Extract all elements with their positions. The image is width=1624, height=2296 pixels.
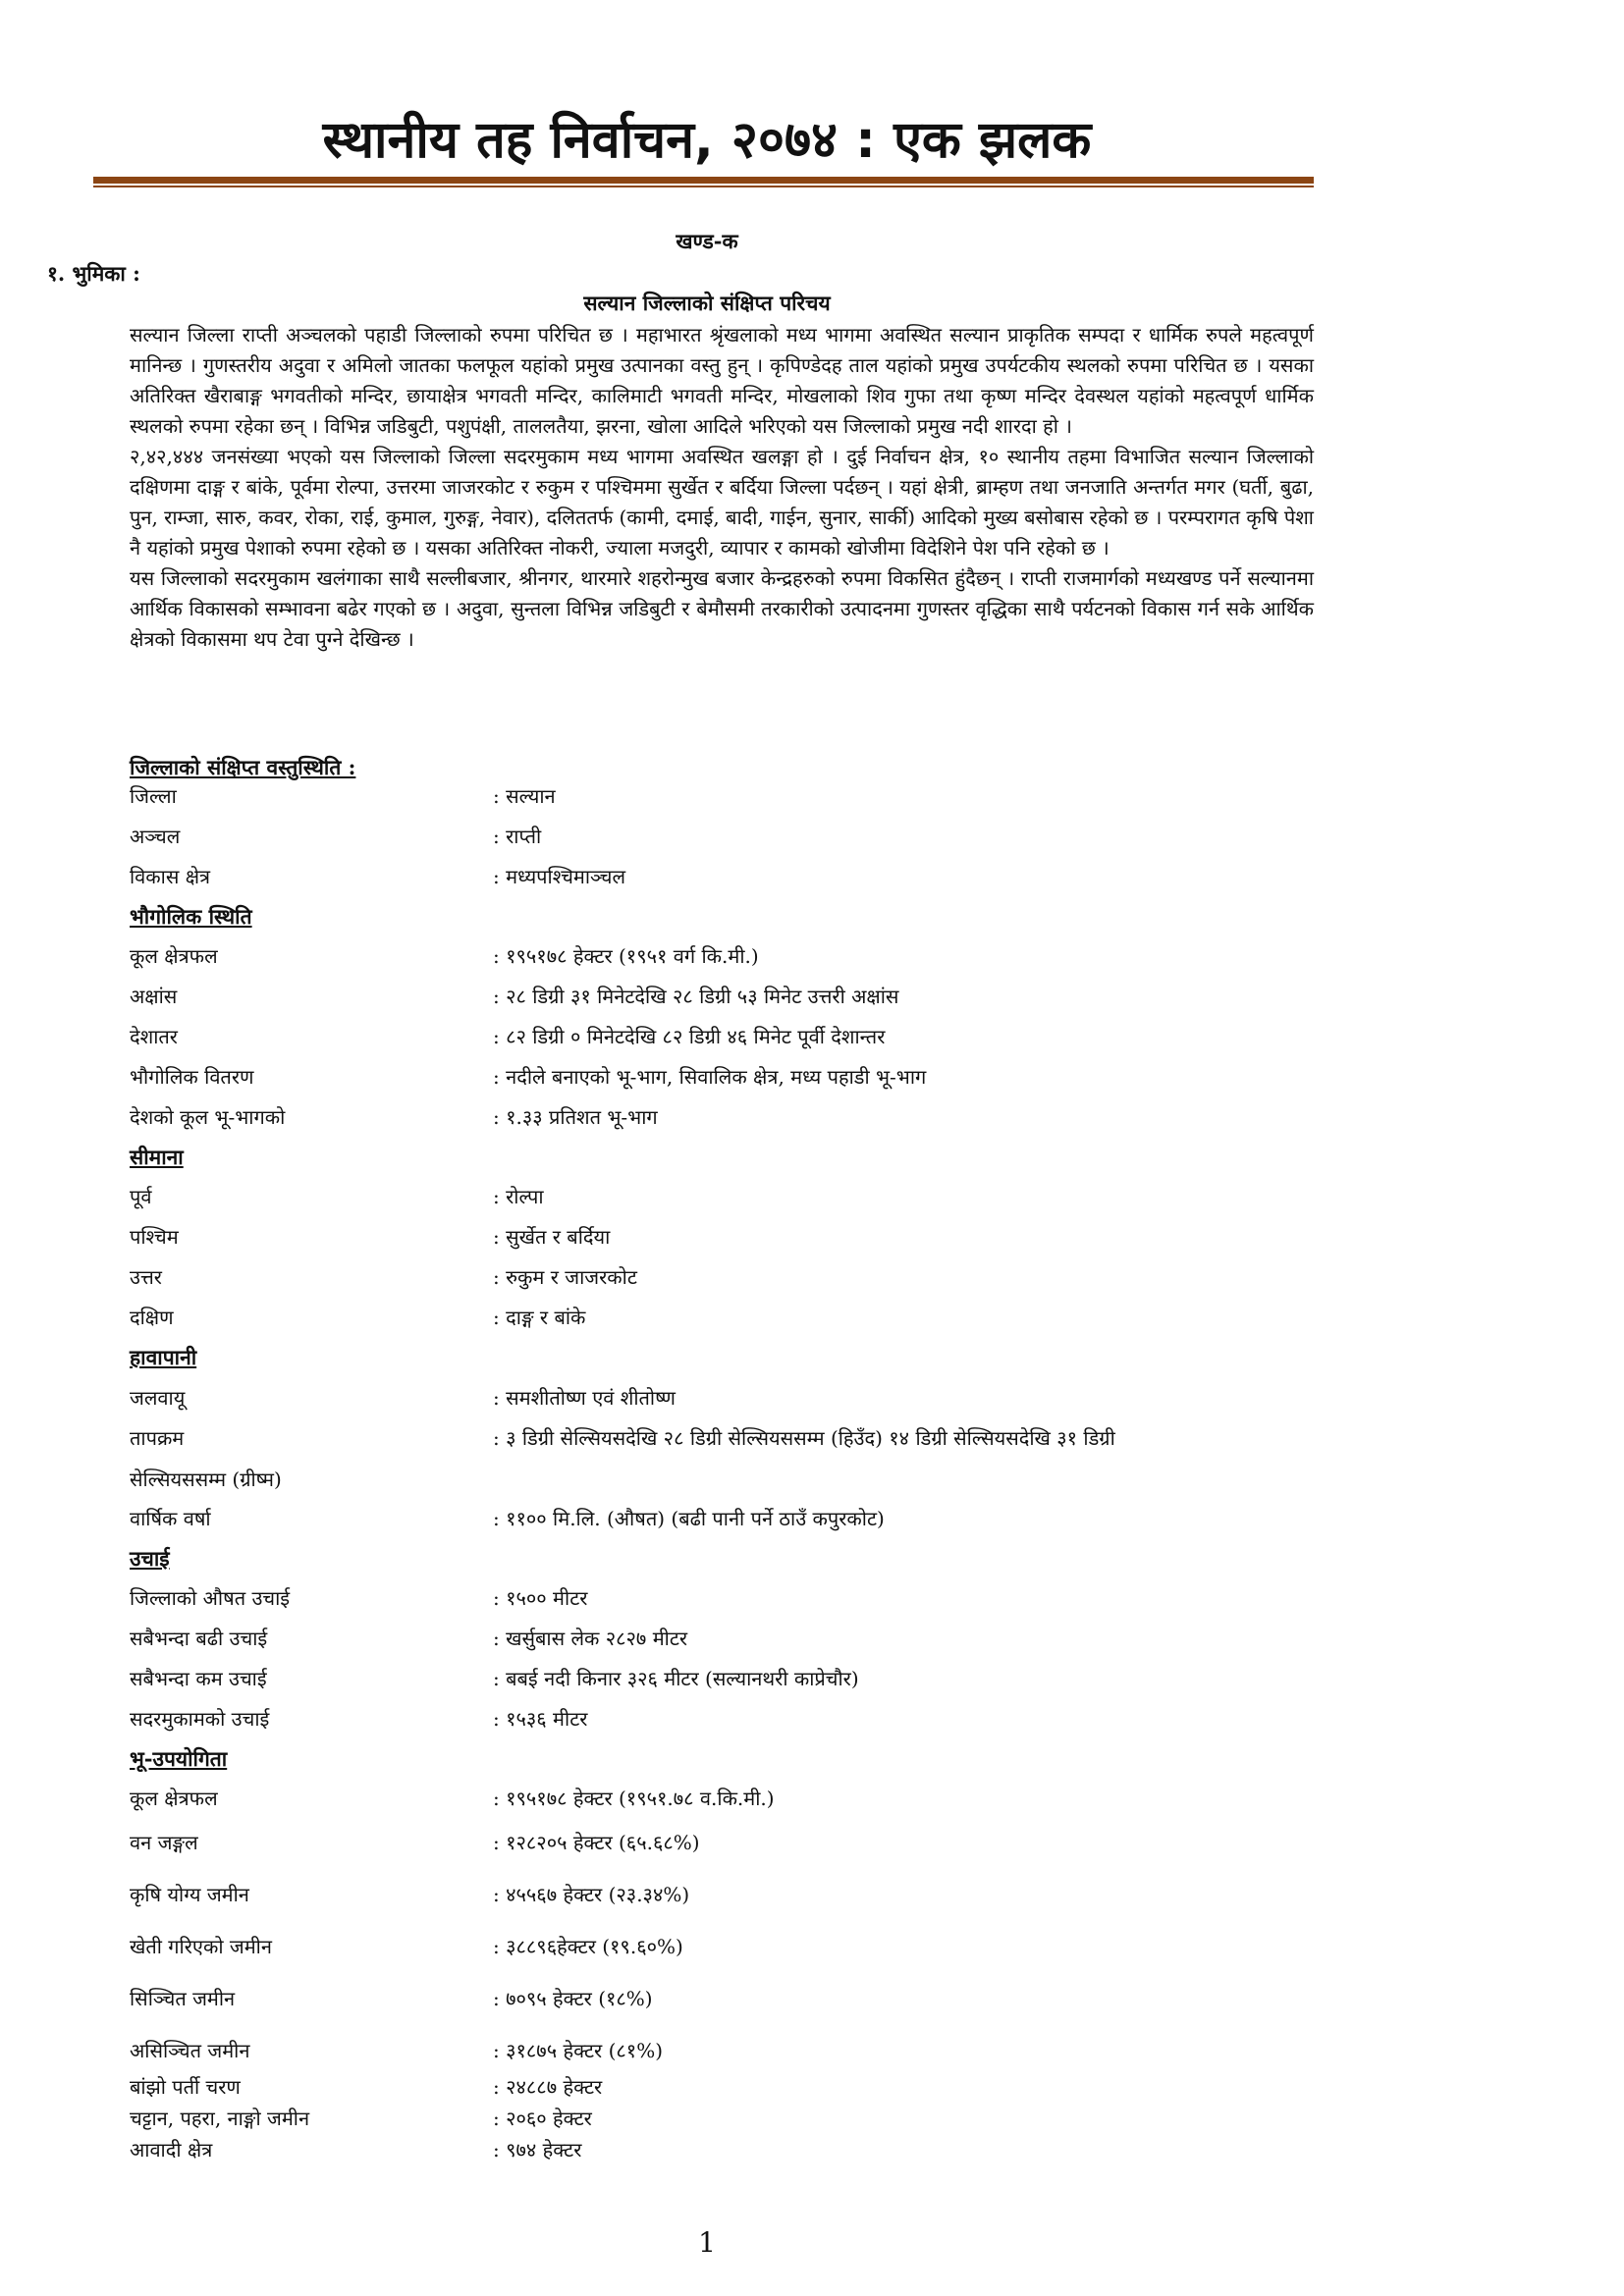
fact-value: : ११०० मि.लि. (औषत) (बढी पानी पर्ने ठाउँ कपुरकोट) [493, 1507, 885, 1530]
page-number: 1 [698, 2226, 716, 2259]
fact-label: सबैभन्दा कम उचाई [130, 1667, 267, 1690]
land-use-heading: भू-उपयोगिता [130, 1746, 228, 1771]
fact-label: वन जङ्गल [130, 1831, 198, 1854]
fact-value: : राप्ती [493, 825, 542, 848]
fact-value: : १२८२०५ हेक्टर (६५.६८%) [493, 1831, 700, 1854]
fact-label: खेती गरिएको जमीन [130, 1935, 272, 1958]
fact-label: जिल्ला [130, 784, 177, 808]
fact-value: : नदीले बनाएको भू-भाग, सिवालिक क्षेत्र, मध्य पहाडी भू-भाग [493, 1065, 927, 1089]
intro-paragraph-3: यस जिल्लाको सदरमुकाम खलंगाका साथै सल्लीबजार, श्रीनगर, थारमारे शहरोन्मुख बजार केन्द्रहरुको रुपमा विकसित हुंदैछन् । राप्ती राजमार्गको मध्यखण्ड पर्ने सल्यानमा आर्थिक विकासको सम्भावना बढेर गएको छ । अदुवा, सुन्तला विभिन्न जडिबुटी र बेमौसमी तरकारीको उत्पादनमा गुणस्तर वृद्धिका साथै पर्यटनको विकास गर्न सके आर्थिक क्षेत्रको विकासमा थप टेवा पुग्ने देखिन्छ । [130, 566, 1314, 651]
divider-thick-line [93, 177, 1314, 184]
fact-value: : दाङ्ग र बांके [493, 1306, 586, 1329]
intro-paragraph-2: २,४२,४४४ जनसंख्या भएको यस जिल्लाको जिल्ला सदरमुकाम मध्य भागमा अवस्थित खलङ्गा हो । दुई निर्वाचन क्षेत्र, १० स्थानीय तहमा विभाजित सल्यान जिल्लाको दक्षिणमा दाङ्ग र बांके, पूर्वमा रोल्पा, उत्तरमा जाजरकोट र रुकुम र पश्चिममा सुर्खेत र बर्दिया जिल्ला पर्दछन् । यहां क्षेत्री, ब्राम्हण तथा जनजाति अन्तर्गत मगर (घर्ती, बुढा, पुन, राम्जा, सारु, कवर, रोका, राई, कुमाल, गुरुङ्ग, नेवार), दलिततर्फ (कामी, दमाई, बादी, गाईन, सुनार, सार्की) आदिको मुख्य बसोबास रहेको छ । परम्परागत कृषि पेशा नै यहांको प्रमुख पेशाको रुपमा रहेको छ । यसका अतिरिक्त नोकरी, ज्याला मजदुरी, व्यापार र कामको खोजीमा विदेशिने पेश पनि रहेको छ । [130, 445, 1314, 560]
divider-thin-line [93, 186, 1314, 187]
fact-value: : रुकुम र जाजरकोट [493, 1265, 637, 1289]
fact-label: कूल क्षेत्रफल [130, 1787, 218, 1810]
document-title: स्थानीय तह निर्वाचन, २०७४ : एक झलक [322, 111, 1092, 170]
fact-value: : रोल्पा [493, 1185, 544, 1208]
fact-label: जिल्लाको औषत उचाई [130, 1586, 291, 1610]
fact-value: : बबई नदी किनार ३२६ मीटर (सल्यानथरी काप्रेचौर) [493, 1667, 859, 1690]
fact-value: : ४५५६७ हेक्टर (२३.३४%) [493, 1883, 690, 1906]
fact-value: : ३ डिग्री सेल्सियसदेखि २८ डिग्री सेल्सियससम्म (हिउँद) १४ डिग्री सेल्सियसदेखि ३१ डिग्री [493, 1426, 1115, 1450]
fact-value: : समशीतोष्ण एवं शीतोष्ण [493, 1386, 676, 1410]
fact-value: : २८ डिग्री ३१ मिनेटदेखि २८ डिग्री ५३ मिनेट उत्तरी अक्षांस [493, 985, 899, 1008]
fact-value: : ३८८९६हेक्टर (१९.६०%) [493, 1935, 683, 1958]
fact-label: अक्षांस [130, 985, 178, 1008]
fact-label: कृषि योग्य जमीन [130, 1883, 249, 1906]
fact-label: सिञ्चित जमीन [130, 1987, 236, 2010]
fact-label: असिञ्चित जमीन [130, 2039, 250, 2062]
fact-label: पश्चिम [130, 1225, 179, 1249]
fact-value: : ८२ डिग्री ० मिनेटदेखि ८२ डिग्री ४६ मिनेट पूर्वी देशान्तर [493, 1025, 886, 1048]
fact-value: : खर्सुबास लेक २८२७ मीटर [493, 1627, 688, 1650]
fact-value: : १९५१७८ हेक्टर (१९५१.७८ व.कि.मी.) [493, 1787, 775, 1810]
geography-heading: भौगोलिक स्थिति [130, 904, 252, 929]
borders-heading: सीमाना [130, 1145, 184, 1169]
fact-label: सदरमुकामको उचाई [130, 1707, 270, 1731]
fact-value: : ९७४ हेक्टर [493, 2138, 582, 2162]
fact-label: भौगोलिक वितरण [130, 1065, 254, 1089]
fact-value: : सल्यान [493, 784, 556, 808]
fact-label: पूर्व [130, 1185, 152, 1208]
fact-value: : १९५१७८ हेक्टर (१९५१ वर्ग कि.मी.) [493, 944, 759, 968]
title-divider [93, 177, 1314, 188]
fact-label: चट्टान, पहरा, नाङ्गो जमीन [130, 2107, 310, 2130]
fact-label: कूल क्षेत्रफल [130, 944, 218, 968]
fact-label: सबैभन्दा बढी उचाई [130, 1627, 268, 1650]
fact-label: देशको कूल भू-भागको [130, 1105, 286, 1129]
fact-label: उत्तर [130, 1265, 162, 1289]
fact-label: वार्षिक वर्षा [130, 1507, 211, 1530]
intro-subtitle: सल्यान जिल्लाको संक्षिप्त परिचय [583, 291, 831, 315]
fact-value: : १५०० मीटर [493, 1586, 588, 1610]
fact-label: जलवायू [130, 1386, 186, 1410]
fact-value: : २०६० हेक्टर [493, 2107, 592, 2130]
intro-paragraph-1: सल्यान जिल्ला राप्ती अञ्चलको पहाडी जिल्लाको रुपमा परिचित छ । महाभारत श्रृंखलाको मध्य भागमा अवस्थित सल्यान प्राकृतिक सम्पदा र धार्मिक रुपले महत्वपूर्ण मानिन्छ । गुणस्तरीय अदुवा र अमिलो जातका फलफूल यहांको प्रमुख उत्पानका वस्तु हुन् । कृपिण्डेदह ताल यहांको प्रमुख उपर्यटकीय स्थलको रुपमा परिचित छ । यसका अतिरिक्त खैराबाङ्ग भगवतीको मन्दिर, छायाक्षेत्र भगवती मन्दिर, कालिमाटी भगवती मन्दिर, मोखलाको शिव गुफा तथा कृष्ण मन्दिर देवस्थल यहांको महत्वपूर्ण धार्मिक स्थलको रुपमा रहेका छन् । विभिन्न जडिबुटी, पशुपंक्षी, ताललतैया, झरना, खोला आदिले भरिएको यस जिल्लाको प्रमुख नदी शारदा हो । [130, 323, 1314, 438]
fact-value: : १.३३ प्रतिशत भू-भाग [493, 1105, 658, 1129]
fact-value: : ३१८७५ हेक्टर (८१%) [493, 2039, 663, 2062]
climate-heading: हावापानी [130, 1345, 197, 1369]
fact-value: : सुर्खेत र बर्दिया [493, 1225, 611, 1249]
fact-value: : मध्यपश्चिमाञ्चल [493, 865, 626, 888]
fact-value-continuation: सेल्सियससम्म (ग्रीष्म) [130, 1468, 282, 1491]
facts-title: जिल्लाको संक्षिप्त वस्तुस्थिति : [130, 755, 356, 779]
section-label: खण्ड-क [676, 229, 738, 253]
fact-label: दक्षिण [130, 1306, 174, 1329]
fact-value: : १५३६ मीटर [493, 1707, 588, 1731]
fact-label: बांझो पर्ती चरण [130, 2075, 241, 2099]
fact-value: : २४८८७ हेक्टर [493, 2075, 603, 2099]
altitude-heading: उचाई [130, 1546, 170, 1571]
intro-body [130, 320, 1314, 655]
fact-label: विकास क्षेत्र [130, 865, 211, 888]
fact-value: : ७०९५ हेक्टर (१८%) [493, 1987, 653, 2010]
fact-label: तापक्रम [130, 1426, 185, 1450]
section-heading: १. भुमिका : [47, 261, 140, 286]
fact-label: आवादी क्षेत्र [130, 2138, 213, 2162]
fact-label: देशातर [130, 1025, 178, 1048]
fact-label: अञ्चल [130, 825, 181, 848]
